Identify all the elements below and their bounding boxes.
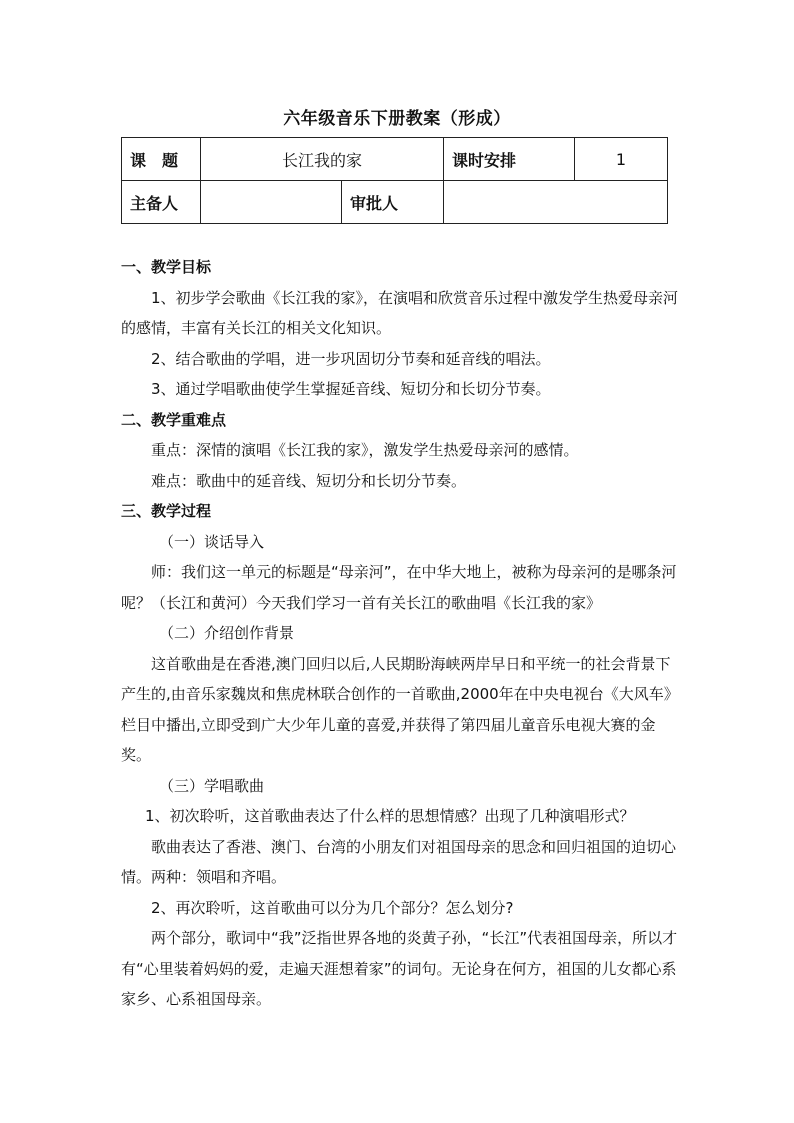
approver-label: 审批人 bbox=[342, 181, 444, 224]
lesson-content bbox=[121, 252, 681, 1015]
section-heading-objectives: 一、教学目标 bbox=[121, 258, 212, 276]
hours-value: 1 bbox=[575, 138, 668, 181]
table-row bbox=[122, 181, 668, 224]
preparer-value bbox=[201, 181, 342, 224]
subsection-background: （二）介绍创作背景 bbox=[159, 624, 295, 642]
section-heading-process: 三、教学过程 bbox=[121, 502, 212, 520]
subsection-learn-song: （三）学唱歌曲 bbox=[159, 776, 265, 795]
approver-value bbox=[444, 181, 668, 224]
lesson-info-table bbox=[121, 137, 668, 224]
key-point: 重点：深情的演唱《长江我的家》，激发学生热爱母亲河的感情。 bbox=[151, 441, 579, 459]
difficult-point: 难点：歌曲中的延音线、短切分和长切分节奏。 bbox=[151, 471, 467, 490]
objective-3: 3、通过学唱歌曲使学生掌握延音线、短切分和长切分节奏。 bbox=[151, 380, 551, 398]
table-row bbox=[122, 138, 668, 181]
objective-2: 2、结合歌曲的学唱，进一步巩固切分节奏和延音线的唱法。 bbox=[151, 349, 551, 368]
hours-label: 课时安排 bbox=[444, 138, 575, 181]
answer-1: 歌曲表达了香港、澳门、台湾的小朋友们对祖国母亲的思念和回归祖国的迫切心情。两种：领唱和齐唱。 bbox=[121, 837, 677, 886]
topic-label: 课 题 bbox=[122, 138, 201, 181]
background-paragraph: 这首歌曲是在香港,澳门回归以后,人民期盼海峡两岸早日和平统一的社会背景下产生的,由音乐家魏岚和焦虎林联合创作的一首歌曲,2000年在中央电视台《大风车》栏目中播出,立即受到广大少年儿童的喜爱,并获得了第四届儿童音乐电视大赛的金奖。 bbox=[121, 654, 679, 764]
topic-value: 长江我的家 bbox=[201, 138, 444, 181]
objective-1: 1、初步学会歌曲《长江我的家》，在演唱和欣赏音乐过程中激发学生热爱母亲河的感情，丰富有关长江的相关文化知识。 bbox=[121, 288, 679, 337]
preparer-label: 主备人 bbox=[122, 181, 201, 224]
answer-2: 两个部分，歌词中“我”泛指世界各地的炎黄子孙，“长江”代表祖国母亲，所以才有“心里装着妈妈的爱，走遍天涯想着家”的词句。无论身在何方，祖国的儿女都心系家乡、心系祖国母亲。 bbox=[121, 929, 678, 1008]
subsection-intro: （一）谈话导入 bbox=[159, 532, 265, 551]
intro-paragraph: 师：我们这一单元的标题是“母亲河”，在中华大地上，被称为母亲河的是哪条河呢？（长江和黄河）今天我们学习一首有关长江的歌曲唱《长江我的家》 bbox=[121, 563, 677, 612]
question-1: 1、初次聆听，这首歌曲表达了什么样的思想情感？出现了几种演唱形式？ bbox=[145, 807, 635, 825]
section-heading-key-points: 二、教学重难点 bbox=[121, 410, 227, 429]
question-2: 2、再次聆听，这首歌曲可以分为几个部分？怎么划分? bbox=[151, 898, 514, 917]
page-title: 六年级音乐下册教案（形成） bbox=[283, 109, 511, 129]
